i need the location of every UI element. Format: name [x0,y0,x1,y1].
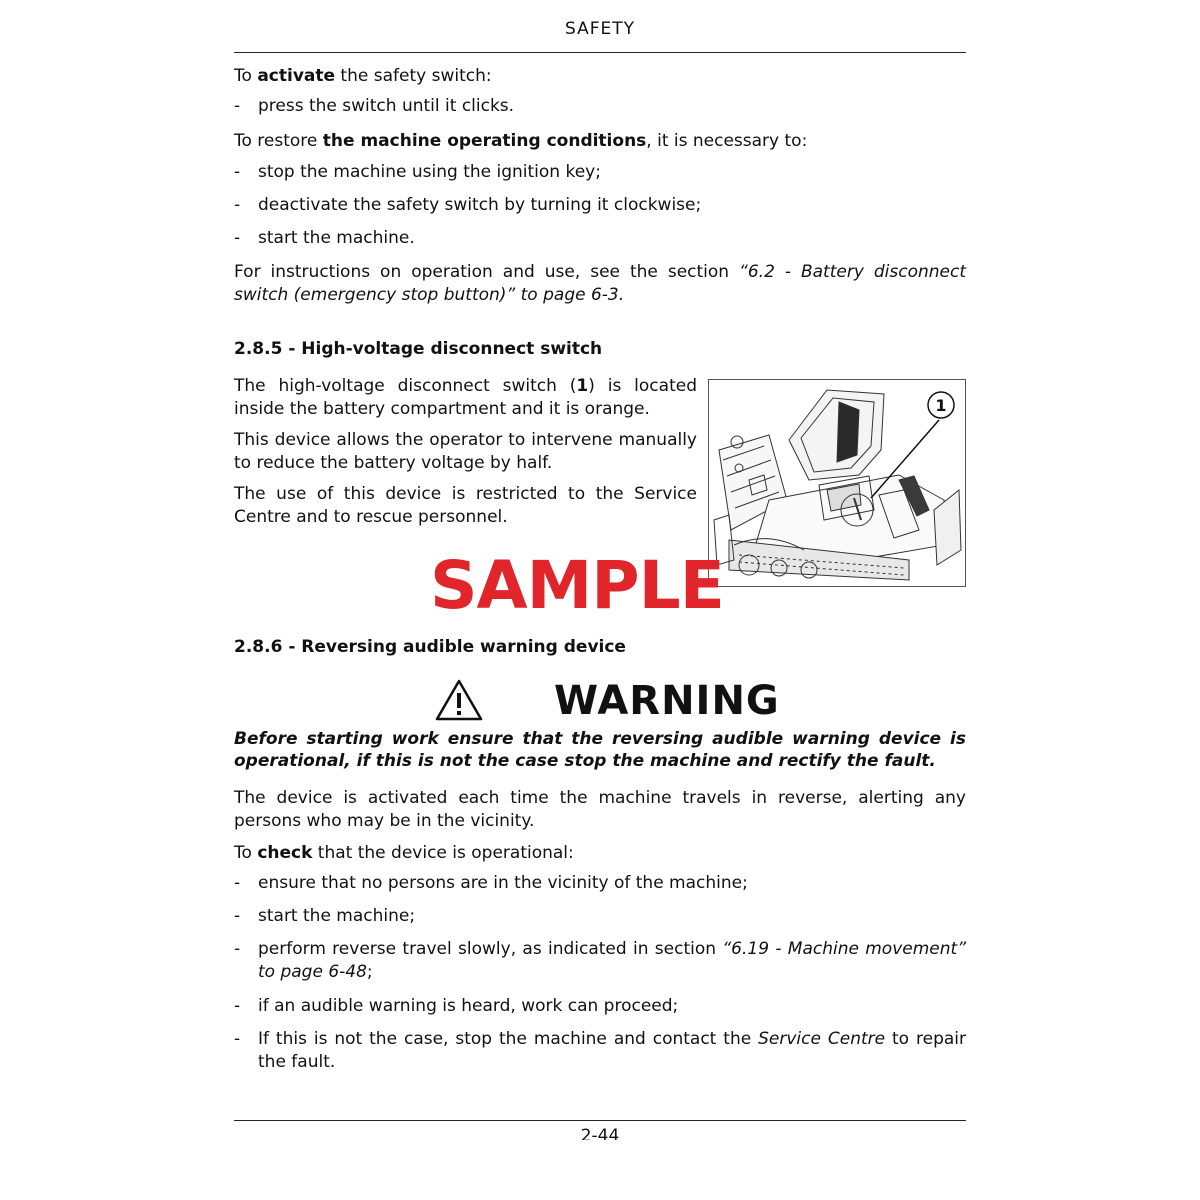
document-page: SAFETY To activate the safety switch: - press the switch until it clicks. To restore the machine operating conditions, it is necessary to: - stop the machine using the ignition key; - deactivate the safety switch by turning it clockwise; - start the machine. For instructions on operation and use, see the section “6.2 - Battery disconnect switch (emergency stop button)” to page 6-3. 2.8.5 - High-voltage disconnect switch The high-voltage disconnect switch (1) is located inside the battery compartment and it is orange. This device allows the operator to intervene manually to reduce the battery voltage by half. The use of this device is restricted to the Service Centre and to rescue personnel. 1 SAMPLE 2.8.6 - Reversing audible warning device WARNING Before starting work ensure that the reversing audible warning device is operational, if this is not the case stop the machine and rectify the fault. The device is activated each time the machine travels in reverse, alerting any persons who may be in the vicinity. To check that the device is operational: - ensure that no persons are in the vicinity of the machine; - start the machine; - perform reverse travel slowly, as indicated in section “6.19 - Machine movement” to page 6-48; - if an audible warning is heard, work can proceed; - If this is not the case, stop the machine and contact the Service Centre to repair the fault. 2-44 [234,19,967,1140]
restore-reference: For instructions on operation and use, see the section “6.2 - Battery disconnect switch (emergency stop button)” to page 6-3. [234,262,966,305]
sample-watermark: SAMPLE [430,547,724,624]
warning-banner [234,676,966,726]
machine-illustration [709,380,965,586]
warning-text: Before starting work ensure that the reversing audible warning device is operational, if this is not the case stop the machine and rectify the fault. [234,729,966,771]
battery-compartment-figure [708,379,966,587]
page-number: 2-44 [580,1126,620,1140]
warning-title: WARNING [554,678,780,724]
warning-triangle-icon [434,678,484,722]
section-reference-link: “6.19 - Machine movement” to page 6-48 [258,939,966,982]
check-intro: To check that the device is operational: [234,843,574,863]
hv-switch-paragraph-2: This device allows the operator to intervene manually to reduce the battery voltage by half. [234,430,697,473]
section-heading-2-8-5: 2.8.5 - High-voltage disconnect switch [234,339,603,359]
section-heading-2-8-6: 2.8.6 - Reversing audible warning device [234,637,626,657]
activate-intro: To activate the safety switch: [234,66,492,86]
page-header-title: SAFETY [564,19,636,39]
restore-intro: To restore the machine operating conditions, it is necessary to: [234,131,808,151]
footer-divider [234,1120,966,1121]
hv-switch-paragraph-3: The use of this device is restricted to the Service Centre and to rescue personnel. [234,484,697,527]
hv-switch-paragraph-1: The high-voltage disconnect switch (1) is located inside the battery compartment and it is orange. [234,376,697,419]
section-reference-link: “6.2 - Battery disconnect switch (emergency stop button)” to page 6-3. [234,262,966,305]
header-divider [234,52,966,53]
figure-callout-number: 1 [935,396,947,415]
reversing-device-description: The device is activated each time the machine travels in reverse, alerting any persons who may be in the vicinity. [234,788,966,831]
